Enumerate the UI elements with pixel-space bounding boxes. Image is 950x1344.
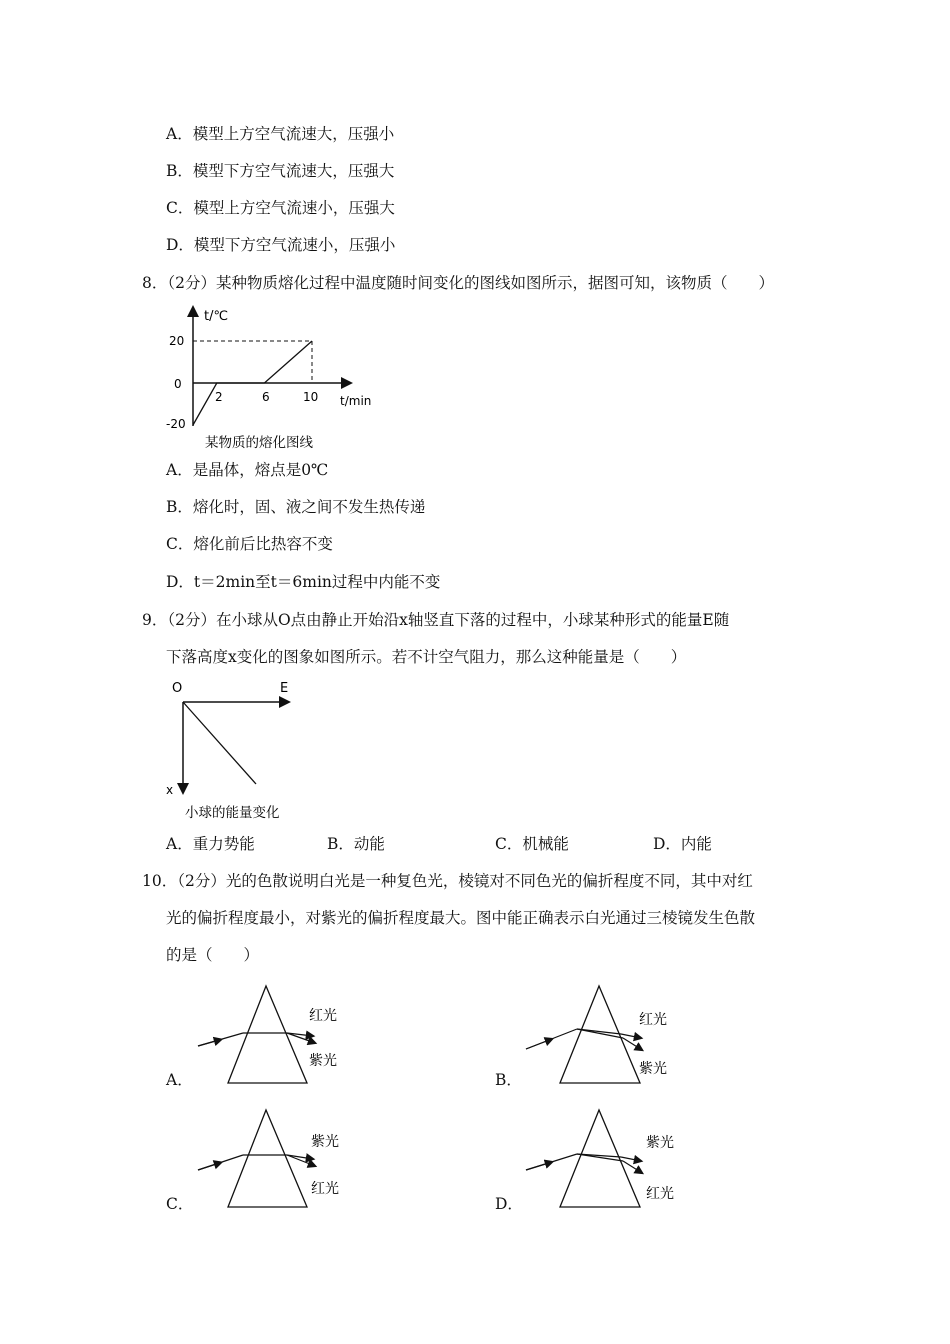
q9-energy-graph — [160, 676, 320, 826]
incident-arrow — [526, 1039, 552, 1049]
upper-label: 红光 — [309, 1008, 337, 1024]
q8-y-tick-0: 0 — [174, 377, 182, 391]
q7-option-c: C．模型上方空气流速小，压强大 — [166, 199, 395, 217]
upper-ray — [621, 1034, 641, 1038]
q10-prism-a — [195, 982, 355, 1088]
upper-ray — [621, 1157, 641, 1161]
q10-option-a-letter: A． — [166, 1071, 193, 1089]
incident-arrow — [198, 1163, 221, 1171]
lower-ray — [623, 1161, 642, 1173]
q8-x-tick-2: 2 — [215, 390, 223, 404]
q9-energy-line — [183, 702, 256, 784]
q8-x-tick-6: 6 — [262, 390, 270, 404]
q9-graph-caption: 小球的能量变化 — [185, 805, 280, 821]
incident-arrow — [526, 1162, 552, 1170]
q10-option-c-letter: C． — [166, 1195, 194, 1213]
q8-y-tick-neg20: -20 — [166, 417, 186, 431]
q9-option-b: B．动能 — [327, 835, 385, 853]
upper-label: 紫光 — [646, 1135, 674, 1151]
q10-option-b-letter: B． — [495, 1071, 522, 1089]
q8-y-axis-label: t/℃ — [204, 309, 229, 324]
q8-melting-graph — [160, 302, 390, 452]
q8-y-tick-20: 20 — [169, 334, 185, 348]
lower-label: 紫光 — [309, 1053, 337, 1069]
q9-e-label: E — [280, 681, 289, 696]
q8-x-axis-label: t/min — [340, 394, 372, 408]
q10-option-d-letter: D． — [495, 1195, 523, 1213]
q9-option-a: A．重力势能 — [166, 835, 255, 853]
q8-option-a: A．是晶体，熔点是0℃ — [166, 461, 329, 479]
q8-option-b: B．熔化时，固、液之间不发生热传递 — [166, 498, 426, 516]
q8-stem: 8．（2分）某种物质熔化过程中温度随时间变化的图线如图所示，据图可知，该物质（ ） — [142, 274, 774, 292]
lower-label: 红光 — [646, 1186, 674, 1202]
q9-stem-line2: 下落高度x变化的图象如图所示。若不计空气阻力，那么这种能量是（ ） — [166, 648, 687, 666]
q10-stem-line2: 光的偏折程度最小，对紫光的偏折程度最大。图中能正确表示白光通过三棱镜发生色散 — [166, 909, 756, 927]
lower-label: 紫光 — [639, 1061, 667, 1077]
q10-prism-c — [195, 1106, 355, 1212]
q9-stem-line1: 9．（2分）在小球从O点由静止开始沿x轴竖直下落的过程中，小球某种形式的能量E随 — [142, 611, 730, 629]
q7-option-a: A．模型上方空气流速大，压强小 — [166, 125, 395, 143]
lower-label: 红光 — [311, 1181, 339, 1197]
upper-label: 紫光 — [311, 1134, 339, 1150]
q8-option-d: D．t＝2min至t＝6min过程中内能不变 — [166, 573, 441, 591]
q10-prism-d — [522, 1106, 692, 1212]
q10-stem-line1: 10．（2分）光的色散说明白光是一种复色光，棱镜对不同色光的偏折程度不同，其中对红 — [142, 872, 753, 890]
incident-arrow — [198, 1040, 221, 1047]
q9-x-label: x — [166, 783, 174, 797]
q10-prism-b — [522, 982, 692, 1088]
q7-option-b: B．模型下方空气流速大，压强大 — [166, 162, 395, 180]
q10-stem-line3: 的是（ ） — [166, 946, 260, 964]
q7-option-d: D．模型下方空气流速小，压强小 — [166, 236, 396, 254]
upper-label: 红光 — [639, 1012, 667, 1028]
prism-triangle — [560, 986, 640, 1083]
q8-graph-caption: 某物质的熔化图线 — [205, 435, 313, 451]
q8-option-c: C．熔化前后比热容不变 — [166, 535, 333, 553]
q9-option-c: C．机械能 — [495, 835, 569, 853]
q8-x-tick-10: 10 — [303, 390, 319, 404]
q9-origin-label: O — [172, 681, 183, 696]
q9-option-d: D．内能 — [653, 835, 712, 853]
